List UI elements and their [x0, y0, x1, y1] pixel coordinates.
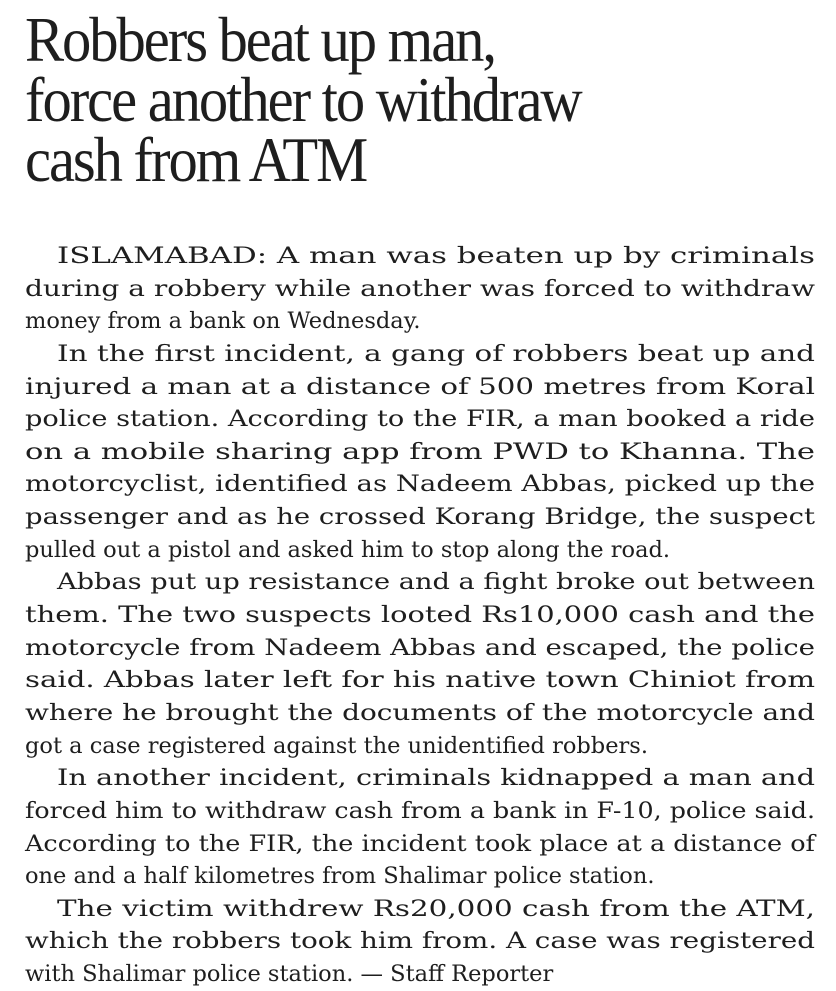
- body-line: [25, 730, 815, 763]
- body-line: [25, 371, 815, 404]
- body-line-text: police station. According to the FIR, a man booked a ride: [25, 406, 815, 433]
- body-line: [25, 860, 815, 893]
- body-line: [25, 632, 815, 665]
- body-line: [25, 403, 815, 436]
- body-line: [25, 697, 815, 730]
- headline-line-3: cash from ATM: [25, 125, 367, 195]
- body-line-text: passenger and as he crossed Korang Bridge, the suspect: [25, 504, 815, 531]
- body-line: [25, 795, 815, 828]
- body-line-text: motorcycle from Nadeem Abbas and escaped, the police: [25, 634, 815, 661]
- body-line: [25, 338, 815, 371]
- body-line: [25, 925, 815, 958]
- body-line-text: got a case registered against the unidentified robbers.: [25, 732, 648, 759]
- body-line: [25, 599, 815, 632]
- body-line-text: one and a half kilometres from Shalimar police station.: [25, 863, 655, 890]
- article-body: [25, 240, 815, 991]
- body-line-text: ISLAMABAD: A man was beaten up by criminals: [57, 243, 815, 269]
- body-line-text: forced him to withdraw cash from a bank in F-10, police said.: [25, 797, 815, 824]
- body-line: [25, 664, 815, 697]
- headline-line-2: force another to withdraw: [25, 65, 581, 135]
- body-line: [25, 534, 815, 567]
- body-line: [25, 893, 815, 926]
- body-line: [25, 501, 815, 534]
- body-line-text: In another incident, criminals kidnapped a man and: [57, 765, 815, 792]
- body-line-text: In the first incident, a gang of robbers beat up and: [57, 340, 815, 367]
- body-line-text: pulled out a pistol and asked him to stop along the road.: [25, 536, 671, 563]
- headline: [25, 0, 760, 195]
- body-line-text: motorcyclist, identified as Nadeem Abbas, picked up the: [25, 471, 815, 498]
- news-article: [25, 0, 816, 988]
- body-line-text: injured a man at a distance of 500 metres from Koral: [25, 373, 815, 400]
- body-line: [25, 305, 815, 338]
- body-line-text: Abbas put up resistance and a fight broke out between: [57, 569, 816, 596]
- body-line: [25, 468, 815, 501]
- body-line-text: which the robbers took him from. A case was registered: [25, 928, 815, 955]
- body-line-text: with Shalimar police station. — Staff Reporter: [25, 961, 554, 988]
- body-line-text: money from a bank on Wednesday.: [25, 308, 421, 335]
- body-line: [25, 240, 815, 273]
- body-line-text: during a robbery while another was forced to withdraw: [25, 275, 815, 302]
- body-line-text: said. Abbas later left for his native town Chiniot from: [25, 667, 815, 694]
- body-line-text: on a mobile sharing app from PWD to Khanna. The: [25, 438, 815, 465]
- body-line: [25, 273, 815, 306]
- headline-line-1: Robbers beat up man,: [25, 5, 495, 75]
- body-line-text: According to the FIR, the incident took place at a distance of: [25, 830, 816, 857]
- body-line: [25, 958, 815, 991]
- body-line-text: them. The two suspects looted Rs10,000 cash and the: [25, 602, 815, 629]
- body-line-text: The victim withdrew Rs20,000 cash from the ATM,: [57, 895, 815, 922]
- body-line: [25, 828, 815, 861]
- body-line: [25, 566, 815, 599]
- body-line: [25, 762, 815, 795]
- body-line: [25, 436, 815, 469]
- body-line-text: where he brought the documents of the motorcycle and: [25, 699, 815, 726]
